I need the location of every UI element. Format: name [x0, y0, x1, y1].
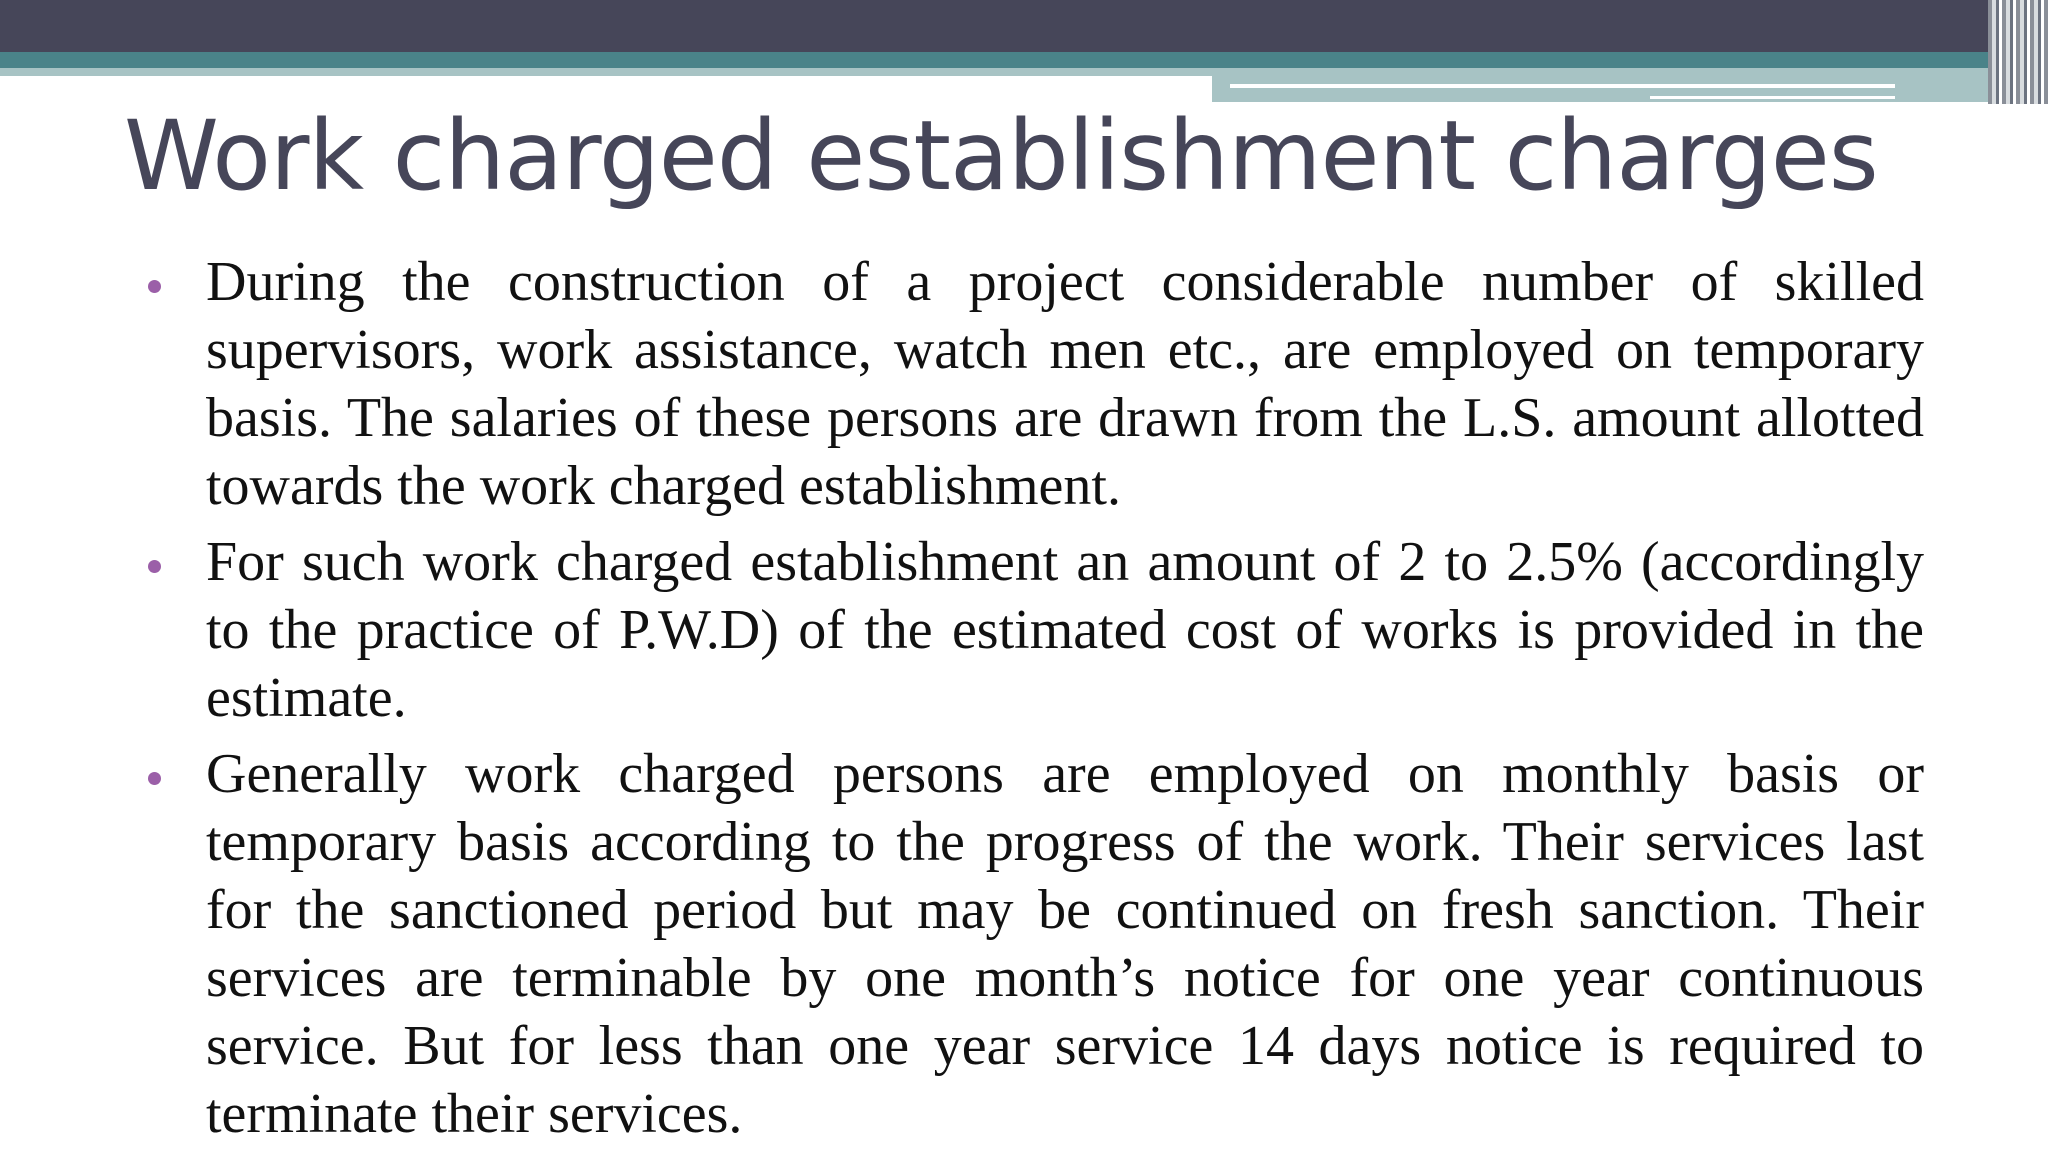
- bullet-dot-icon: [148, 280, 161, 293]
- bullet-item-1: [144, 248, 1924, 520]
- header-edge-stripes: [1988, 0, 2048, 104]
- bullet-list: [144, 248, 1924, 1152]
- bullet-text-2: For such work charged establishment an amount of 2 to 2.5% (accordingly to the practice of P.W.D) of the estimated cost of works is provided in the estimate.: [206, 531, 1924, 729]
- bullet-dot-icon: [148, 560, 161, 573]
- header-accent-line: [1230, 84, 1895, 88]
- bullet-item-3: [144, 740, 1924, 1148]
- header-band-light-left: [0, 68, 1212, 76]
- bullet-item-2: [144, 528, 1924, 732]
- header-band-teal: [0, 52, 2048, 68]
- header-band-dark: [0, 0, 2048, 52]
- bullet-text-3: Generally work charged persons are employed on monthly basis or temporary basis according to the progress of the work. Their services last for the sanctioned period but may be continued on fresh sanction. Their services are terminable by one month’s notice for one year continuous service. But for less than one year service 14 days notice is required to terminate their services.: [206, 743, 1924, 1145]
- bullet-text-1: During the construction of a project considerable number of skilled supervisors, work assistance, watch men etc., are employed on temporary basis. The salaries of these persons are drawn from the L.S. amount allotted towards the work charged establishment.: [206, 251, 1924, 517]
- bullet-dot-icon: [148, 772, 161, 785]
- slide-title: Work charged establishment charges: [124, 100, 1878, 212]
